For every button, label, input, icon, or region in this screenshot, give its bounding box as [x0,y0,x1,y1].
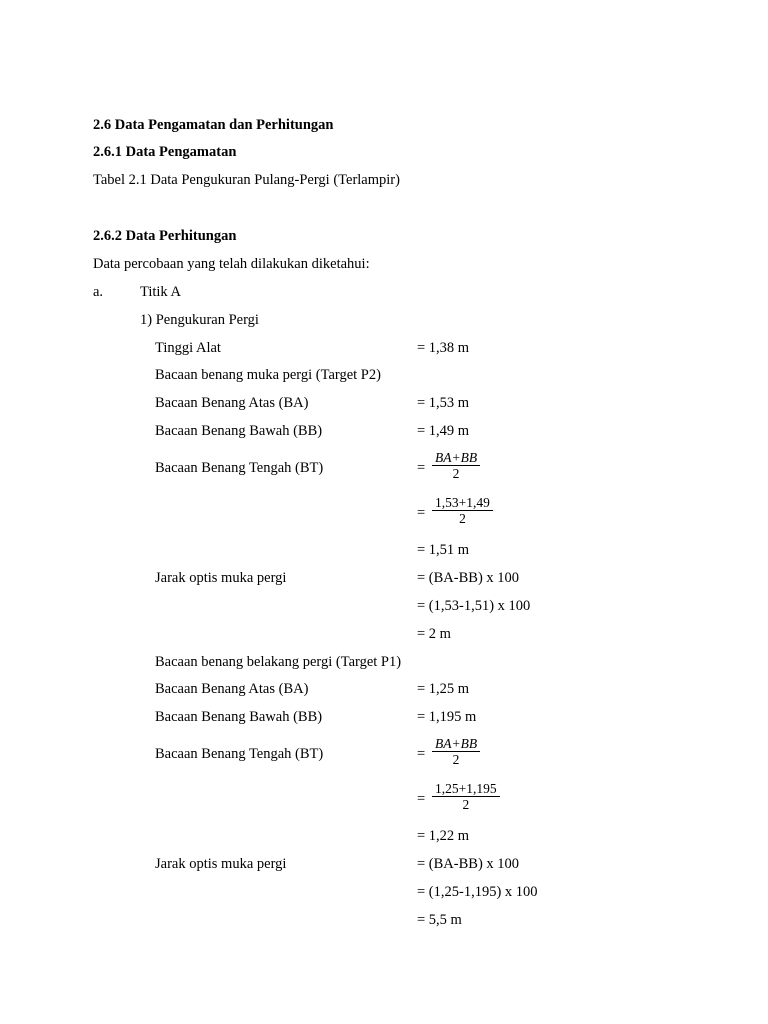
belakang-jarak-label: Jarak optis muka pergi [155,856,287,872]
muka-bb-label: Bacaan Benang Bawah (BB) [155,423,323,439]
belakang-jarak-result: = 5,5 m [417,912,462,928]
list-marker-a: a. [93,284,104,300]
belakang-bt-label: Bacaan Benang Tengah (BT) [155,746,324,762]
muka-jarak-formula: = (BA-BB) x 100 [417,570,520,586]
muka-jarak-result: = 2 m [417,626,451,642]
belakang-jarak-formula: = (BA-BB) x 100 [417,856,520,872]
tinggi-alat-value: = 1,38 m [417,340,470,356]
muka-bt-values-fraction [432,495,493,526]
fraction-numerator: BA+BB [435,450,478,465]
fraction-numerator: BA+BB [435,736,478,751]
belakang-ba-value: = 1,25 m [417,681,470,697]
belakang-bt-equals: = [417,746,426,762]
table-reference: Tabel 2.1 Data Pengukuran Pulang-Pergi (Terlampir) [93,172,400,188]
muka-bt-formula-fraction [432,450,480,481]
tinggi-alat-label: Tinggi Alat [155,340,221,356]
heading-section-2-6-1: 2.6.1 Data Pengamatan [93,144,237,160]
muka-bt-equals: = [417,460,426,476]
heading-section-2-6-2: 2.6.2 Data Perhitungan [93,228,237,244]
belakang-ba-label: Bacaan Benang Atas (BA) [155,681,309,697]
subheading-pengukuran-pergi: 1) Pengukuran Pergi [140,312,259,328]
belakang-bb-label: Bacaan Benang Bawah (BB) [155,709,323,725]
muka-bt-label: Bacaan Benang Tengah (BT) [155,460,324,476]
belakang-bt-formula-fraction [432,736,480,767]
fraction-numerator: 1,25+1,195 [435,781,497,796]
belakang-jarak-substitution: = (1,25-1,195) x 100 [417,884,538,900]
heading-section-2-6: 2.6 Data Pengamatan dan Perhitungan [93,117,334,133]
muka-pergi-heading: Bacaan benang muka pergi (Target P2) [155,367,381,383]
fraction-denominator: 2 [432,510,493,526]
belakang-bt-result: = 1,22 m [417,828,470,844]
muka-ba-label: Bacaan Benang Atas (BA) [155,395,309,411]
belakang-pergi-heading: Bacaan benang belakang pergi (Target P1) [155,654,402,670]
muka-ba-value: = 1,53 m [417,395,470,411]
belakang-bb-value: = 1,195 m [417,709,477,725]
muka-jarak-label: Jarak optis muka pergi [155,570,287,586]
fraction-denominator: 2 [432,465,480,481]
muka-bt-equals-2: = [417,505,426,521]
muka-bt-result: = 1,51 m [417,542,470,558]
intro-text: Data percobaan yang telah dilakukan diketahui: [93,256,370,272]
fraction-denominator: 2 [432,796,500,812]
belakang-bt-values-fraction [432,781,500,812]
muka-bb-value: = 1,49 m [417,423,470,439]
muka-jarak-substitution: = (1,53-1,51) x 100 [417,598,531,614]
belakang-bt-equals-2: = [417,791,426,807]
item-a-label: Titik A [140,284,181,300]
fraction-numerator: 1,53+1,49 [435,495,490,510]
fraction-denominator: 2 [432,751,480,767]
